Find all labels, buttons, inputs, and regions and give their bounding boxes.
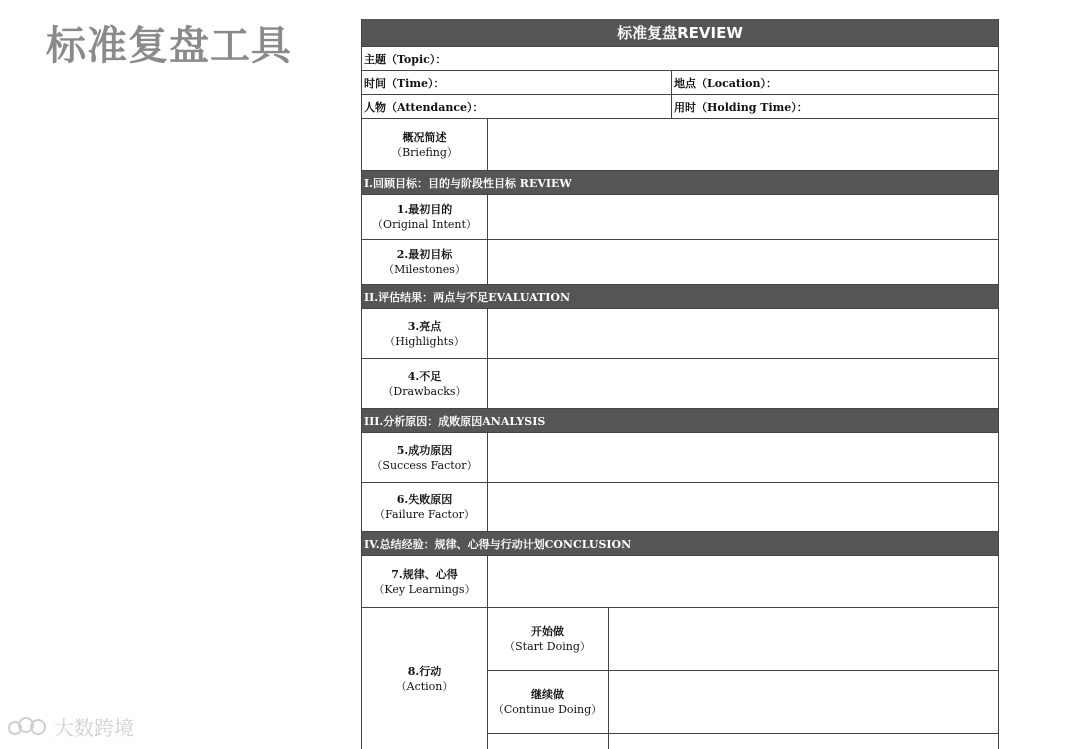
original-intent-label [362,195,488,239]
watermark-logo-icon [8,715,48,739]
section-review-title: I.回顾目标：目的与阶段性目标 REVIEW [364,176,572,190]
briefing-cn: 概况简述 [402,130,447,144]
time-location-row [362,71,998,95]
success-factor-cn: 5.成功原因 [396,443,453,457]
time-label: 时间（Time）： [364,76,445,90]
watermark [8,712,134,741]
start-doing-value [609,608,998,671]
milestones-label [362,240,488,284]
highlights-row [362,309,998,359]
highlights-label [362,309,488,358]
section-conclusion-title: IV.总结经验：规律、心得与行动计划CONCLUSION [364,537,632,551]
start-doing-cn: 开始做 [531,625,564,638]
section-analysis-title: III.分析原因：成败原因ANALYSIS [364,414,546,428]
milestones-en: （Milestones） [383,263,466,276]
key-learnings-cn: 7.规律、心得 [391,567,458,581]
form-title-row [362,19,998,47]
holding-time-label: 用时（Holding Time）： [671,95,808,118]
failure-factor-label [362,483,488,531]
continue-doing-cn: 继续做 [531,688,564,701]
page-title: 标准复盘工具 [46,23,292,69]
section-analysis [362,409,998,433]
action-label [362,608,488,749]
key-learnings-en: （Key Learnings） [373,582,476,596]
original-intent-cn: 1.最初目的 [396,203,453,216]
location-label: 地点（Location）： [671,71,777,94]
briefing-label [362,119,488,170]
failure-factor-row [362,483,998,532]
highlights-en: （Highlights） [384,334,465,348]
success-factor-en: （Success Factor） [371,458,478,472]
action-row [362,608,998,749]
continue-doing-label [487,671,609,734]
topic-label: 主题（Topic）： [364,52,447,66]
original-intent-row [362,195,998,240]
form-title: 标准复盘REVIEW [617,24,743,42]
drawbacks-en: （Drawbacks） [382,384,467,398]
watermark-text: 大数跨境 [54,716,134,740]
key-learnings-label [362,556,488,607]
start-doing-en: （Start Doing） [504,640,591,653]
section-review [362,171,998,195]
start-doing-label [487,608,609,671]
continue-doing-value [609,671,998,734]
failure-factor-en: （Failure Factor） [374,508,475,521]
action-cn: 8.行动 [407,664,442,678]
failure-factor-cn: 6.失败原因 [396,493,453,506]
key-learnings-row [362,556,998,608]
briefing-en: （Briefing） [391,145,458,159]
milestones-cn: 2.最初目标 [396,248,453,261]
success-factor-row [362,433,998,483]
section-evaluation-title: II.评估结果：两点与不足EVALUATION [364,290,571,304]
briefing-row [362,119,998,171]
drawbacks-cn: 4.不足 [407,369,442,383]
topic-row [362,47,998,71]
success-factor-label [362,433,488,482]
drawbacks-label [362,359,488,408]
original-intent-en: （Original Intent） [372,218,477,231]
drawbacks-row [362,359,998,409]
attendance-row [362,95,998,119]
section-evaluation [362,285,998,309]
continue-doing-en: （Continue Doing） [492,703,603,716]
review-form [361,19,999,749]
milestones-row [362,240,998,285]
attendance-label: 人物（Attendance）： [364,100,484,114]
section-conclusion [362,532,998,556]
next-sub-label [487,734,609,749]
highlights-cn: 3.亮点 [407,319,442,333]
action-en: （Action） [395,679,454,693]
